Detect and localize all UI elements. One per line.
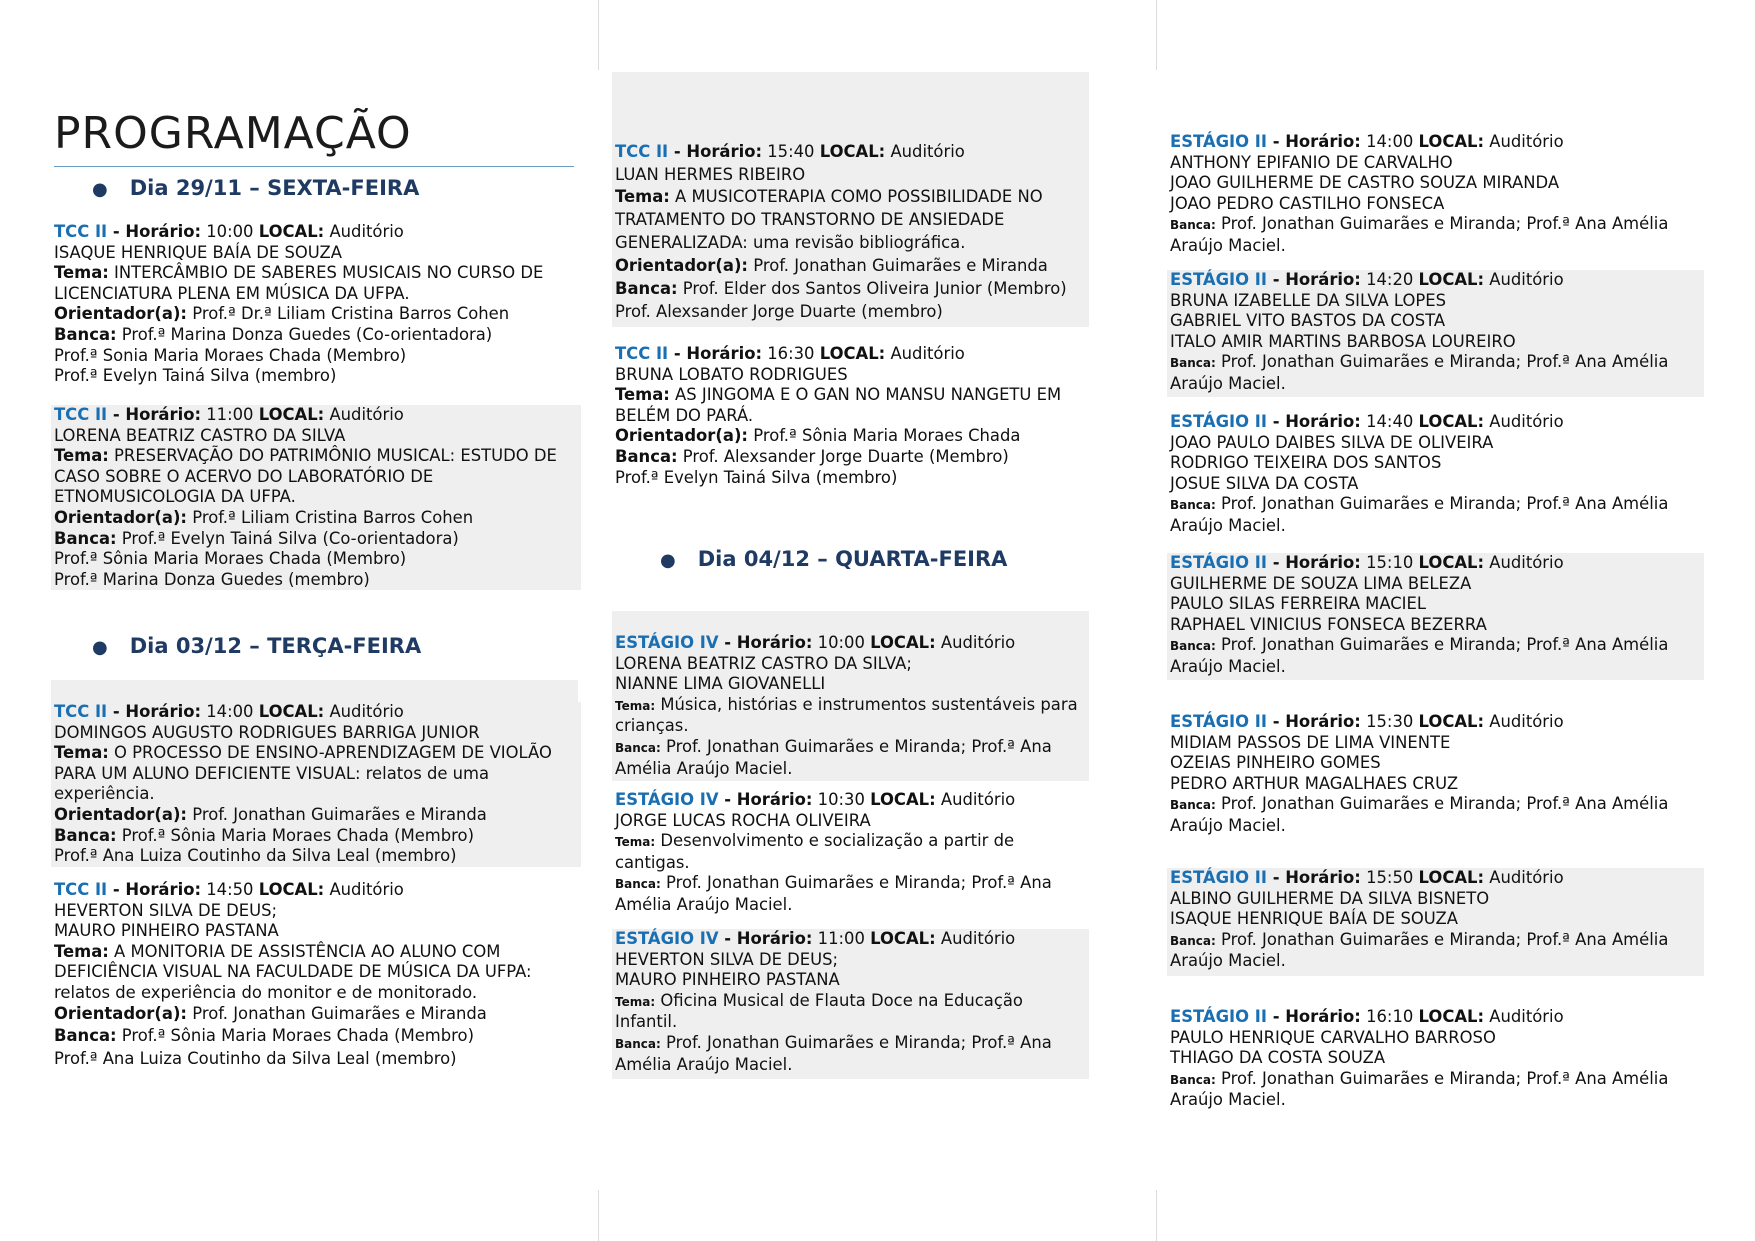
student-name: ISAQUE HENRIQUE BAÍA DE SOUZA (1170, 909, 1458, 929)
entry-header: ESTÁGIO II - Horário: 14:00 LOCAL: Auditório (1170, 132, 1564, 151)
student-name: THIAGO DA COSTA SOUZA (1170, 1048, 1386, 1068)
entry-time: 15:10 (1366, 553, 1414, 572)
student-name: LUAN HERMES RIBEIRO (615, 164, 806, 184)
entry-type: ESTÁGIO II (1170, 712, 1267, 731)
student-name: HEVERTON SILVA DE DEUS; (615, 949, 839, 969)
day-heading-text: Dia 29/11 – SEXTA-FEIRA (129, 176, 420, 200)
entry-type: TCC II (54, 222, 108, 241)
banca-member: Prof.ª Marina Donza Guedes (membro) (54, 569, 370, 589)
student-name: OZEIAS PINHEIRO GOMES (1170, 753, 1381, 773)
fold-line-top-1 (598, 0, 599, 70)
entry-banca: Banca: Prof.ª Sônia Maria Moraes Chada (Membro) (54, 825, 474, 845)
entry-header: TCC II - Horário: 14:50 LOCAL: Auditório (54, 880, 404, 899)
entry-tema: Tema: A MUSICOTERAPIA COMO POSSIBILIDADE NO TRATAMENTO DO TRANSTORNO DE ANSIEDADE GENERALIZADA: uma revisão bibliográfica. (615, 187, 1043, 253)
entry-header: ESTÁGIO II - Horário: 15:30 LOCAL: Auditório (1170, 712, 1564, 731)
student-name: ALBINO GUILHERME DA SILVA BISNETO (1170, 888, 1490, 908)
student-name: GUILHERME DE SOUZA LIMA BELEZA (1170, 573, 1472, 593)
banca-member: Prof.ª Evelyn Tainá Silva (membro) (615, 467, 898, 487)
fold-line-top-2 (1156, 0, 1157, 70)
entry-header: ESTÁGIO II - Horário: 14:20 LOCAL: Auditório (1170, 270, 1564, 289)
student-name: JORGE LUCAS ROCHA OLIVEIRA (615, 810, 871, 830)
schedule-entry (1167, 270, 1704, 397)
bullet-icon: ● (92, 637, 108, 658)
entry-time: 16:30 (767, 344, 815, 363)
entry-tema: Tema: O PROCESSO DE ENSINO-APRENDIZAGEM DE VIOLÃO PARA UM ALUNO DEFICIENTE VISUAL: relatos de uma experiência. (54, 743, 552, 804)
entry-time: 11:00 (817, 929, 865, 948)
entry-local: Auditório (940, 790, 1016, 809)
entry-local: Auditório (940, 929, 1016, 948)
entry-type: TCC II (54, 702, 108, 721)
student-name: BRUNA IZABELLE DA SILVA LOPES (1170, 290, 1447, 310)
entry-type: ESTÁGIO IV (615, 633, 719, 652)
entry-type: ESTÁGIO II (1170, 412, 1267, 431)
day-heading-2 (92, 634, 421, 658)
student-name: ISAQUE HENRIQUE BAÍA DE SOUZA (54, 242, 342, 262)
student-name: PAULO HENRIQUE CARVALHO BARROSO (1170, 1027, 1496, 1047)
student-name: BRUNA LOBATO RODRIGUES (615, 364, 848, 384)
entry-time: 15:30 (1366, 712, 1414, 731)
entry-local: Auditório (1489, 712, 1564, 731)
student-name: JOAO GUILHERME DE CASTRO SOUZA MIRANDA (1170, 173, 1560, 193)
entry-header: ESTÁGIO IV - Horário: 11:00 LOCAL: Auditório (615, 929, 1016, 948)
student-name: MAURO PINHEIRO PASTANA (615, 970, 840, 990)
schedule-entry (615, 790, 1089, 916)
entry-time: 10:30 (817, 790, 865, 809)
entry-header: TCC II - Horário: 15:40 LOCAL: Auditório (615, 142, 965, 161)
entry-orientador: Orientador(a): Prof.ª Sônia Maria Moraes Chada (615, 426, 1021, 446)
entry-banca: Banca: Prof. Jonathan Guimarães e Miranda; Prof.ª Ana Amélia Araújo Maciel. (615, 1032, 1052, 1074)
entry-tema: Tema: Oficina Musical de Flauta Doce na Educação Infantil. (615, 990, 1023, 1032)
entry-banca: Banca: Prof. Jonathan Guimarães e Miranda; Prof.ª Ana Amélia Araújo Maciel. (1170, 352, 1669, 393)
entry-tema: Tema: A MONITORIA DE ASSISTÊNCIA AO ALUNO COM DEFICIÊNCIA VISUAL NA FACULDADE DE MÚSICA DA UFPA: relatos de experiência do monitor e de monitorado. (54, 941, 532, 1002)
student-name: JOSUE SILVA DA COSTA (1170, 473, 1359, 493)
entry-local: Auditório (329, 405, 404, 424)
schedule-entry (1170, 712, 1704, 837)
banca-member: Prof.ª Ana Luiza Coutinho da Silva Leal (membro) (54, 1048, 457, 1068)
shade-block (612, 611, 1089, 633)
entry-banca: Banca: Prof.ª Marina Donza Guedes (Co-orientadora) (54, 324, 493, 344)
entry-time: 15:40 (767, 142, 815, 161)
entry-type: ESTÁGIO II (1170, 270, 1267, 289)
entry-header: TCC II - Horário: 11:00 LOCAL: Auditório (54, 405, 404, 424)
student-name: PAULO SILAS FERREIRA MACIEL (1170, 594, 1427, 614)
schedule-entry (1167, 553, 1704, 680)
banca-member: Prof.ª Ana Luiza Coutinho da Silva Leal (membro) (54, 846, 457, 866)
entry-type: TCC II (615, 344, 669, 363)
entry-banca: Banca: Prof.ª Evelyn Tainá Silva (Co-orientadora) (54, 528, 459, 548)
entry-banca: Banca: Prof. Jonathan Guimarães e Miranda; Prof.ª Ana Amélia Araújo Maciel. (615, 873, 1052, 914)
entry-local: Auditório (1489, 270, 1564, 289)
entry-time: 16:10 (1366, 1007, 1414, 1026)
day-heading-text: Dia 04/12 – QUARTA-FEIRA (697, 547, 1008, 571)
entry-banca: Banca: Prof. Alexsander Jorge Duarte (Membro) (615, 446, 1009, 466)
fold-line-bottom-1 (598, 1190, 599, 1241)
entry-local: Auditório (1489, 132, 1564, 151)
student-name: HEVERTON SILVA DE DEUS; (54, 900, 278, 920)
entry-tema: Tema: AS JINGOMA E O GAN NO MANSU NANGETU EM BELÉM DO PARÁ. (615, 385, 1062, 425)
entry-header: ESTÁGIO IV - Horário: 10:00 LOCAL: Auditório (615, 633, 1016, 652)
schedule-entry (1170, 132, 1704, 257)
schedule-entry (1170, 412, 1704, 537)
entry-type: TCC II (54, 405, 108, 424)
schedule-entry (612, 929, 1089, 1079)
entry-banca: Banca: Prof. Jonathan Guimarães e Miranda; Prof.ª Ana Amélia Araújo Maciel. (1170, 1068, 1669, 1110)
entry-local: Auditório (1489, 412, 1564, 431)
entry-local: Auditório (1489, 553, 1564, 572)
banca-member: Prof.ª Evelyn Tainá Silva (membro) (54, 366, 337, 386)
schedule-entry (54, 880, 579, 1069)
student-name: DOMINGOS AUGUSTO RODRIGUES BARRIGA JUNIOR (54, 722, 480, 742)
banca-member: Prof. Alexsander Jorge Duarte (membro) (615, 302, 943, 322)
entry-header: ESTÁGIO II - Horário: 16:10 LOCAL: Auditório (1170, 1007, 1564, 1026)
entry-banca: Banca: Prof. Jonathan Guimarães e Miranda; Prof.ª Ana Amélia Araújo Maciel. (615, 736, 1052, 778)
shade-block (51, 680, 578, 702)
banca-member: Prof.ª Sonia Maria Moraes Chada (Membro) (54, 345, 407, 365)
entry-header: ESTÁGIO II - Horário: 14:40 LOCAL: Auditório (1170, 412, 1564, 431)
entry-local: Auditório (329, 880, 404, 899)
entry-tema: Tema: Música, histórias e instrumentos sustentáveis para crianças. (615, 694, 1078, 736)
entry-orientador: Orientador(a): Prof. Jonathan Guimarães e Miranda (54, 804, 487, 824)
entry-tema: Tema: Desenvolvimento e socialização a partir de cantigas. (615, 831, 1015, 872)
entry-type: TCC II (615, 142, 669, 161)
entry-time: 10:00 (817, 633, 865, 652)
entry-local: Auditório (329, 222, 404, 241)
entry-time: 14:50 (206, 880, 254, 899)
day-heading-text: Dia 03/12 – TERÇA-FEIRA (129, 634, 422, 658)
schedule-entry (51, 702, 581, 867)
entry-header: ESTÁGIO II - Horário: 15:50 LOCAL: Auditório (1170, 868, 1564, 887)
entry-orientador: Orientador(a): Prof.ª Liliam Cristina Barros Cohen (54, 507, 474, 527)
entry-local: Auditório (890, 344, 965, 363)
student-name: LORENA BEATRIZ CASTRO DA SILVA (54, 425, 346, 445)
entry-time: 14:20 (1366, 270, 1414, 289)
entry-time: 11:00 (206, 405, 254, 424)
schedule-entry (51, 405, 581, 590)
entry-time: 15:50 (1366, 868, 1414, 887)
entry-local: Auditório (1489, 1007, 1564, 1026)
bullet-icon: ● (660, 550, 676, 571)
student-name: MAURO PINHEIRO PASTANA (54, 921, 279, 941)
day-heading-3 (660, 547, 1007, 571)
entry-local: Auditório (940, 633, 1016, 652)
page-title: PROGRAMAÇÃO (54, 108, 574, 167)
entry-type: ESTÁGIO II (1170, 132, 1267, 151)
student-name: RODRIGO TEIXEIRA DOS SANTOS (1170, 453, 1442, 473)
schedule-entry (54, 222, 574, 387)
entry-header: TCC II - Horário: 14:00 LOCAL: Auditório (54, 702, 404, 721)
schedule-entry (615, 344, 1089, 488)
entry-type: ESTÁGIO II (1170, 868, 1267, 887)
entry-time: 14:00 (206, 702, 254, 721)
entry-local: Auditório (890, 142, 965, 161)
student-name: PEDRO ARTHUR MAGALHAES CRUZ (1170, 773, 1459, 793)
shade-block (612, 72, 1089, 142)
fold-line-bottom-2 (1156, 1190, 1157, 1241)
entry-tema: Tema: INTERCÂMBIO DE SABERES MUSICAIS NO CURSO DE LICENCIATURA PLENA EM MÚSICA DA UFPA. (54, 263, 544, 303)
entry-header: TCC II - Horário: 10:00 LOCAL: Auditório (54, 222, 404, 241)
entry-banca: Banca: Prof. Jonathan Guimarães e Miranda; Prof.ª Ana Amélia Araújo Maciel. (1170, 635, 1669, 676)
entry-header: TCC II - Horário: 16:30 LOCAL: Auditório (615, 344, 965, 363)
entry-banca: Banca: Prof. Elder dos Santos Oliveira Junior (Membro) (615, 279, 1067, 299)
entry-tema: Tema: PRESERVAÇÃO DO PATRIMÔNIO MUSICAL: ESTUDO DE CASO SOBRE O ACERVO DO LABORATÓRIO DE ETNOMUSICOLOGIA DA UFPA. (54, 446, 557, 507)
entry-banca: Banca: Prof.ª Sônia Maria Moraes Chada (Membro) (54, 1026, 474, 1046)
entry-type: TCC II (54, 880, 108, 899)
schedule-entry (1167, 868, 1704, 976)
entry-local: Auditório (329, 702, 404, 721)
banca-member: Prof.ª Sônia Maria Moraes Chada (Membro) (54, 549, 407, 569)
schedule-entry (612, 633, 1089, 781)
student-name: NIANNE LIMA GIOVANELLI (615, 674, 826, 694)
entry-local: Auditório (1489, 868, 1564, 887)
entry-type: ESTÁGIO IV (615, 929, 719, 948)
entry-type: ESTÁGIO II (1170, 553, 1267, 572)
student-name: RAPHAEL VINICIUS FONSECA BEZERRA (1170, 614, 1487, 634)
entry-orientador: Orientador(a): Prof.ª Dr.ª Liliam Cristina Barros Cohen (54, 304, 510, 324)
entry-type: ESTÁGIO IV (615, 790, 719, 809)
entry-banca: Banca: Prof. Jonathan Guimarães e Miranda; Prof.ª Ana Amélia Araújo Maciel. (1170, 494, 1669, 535)
entry-time: 10:00 (206, 222, 254, 241)
student-name: JOAO PAULO DAIBES SILVA DE OLIVEIRA (1170, 432, 1494, 452)
entry-header: ESTÁGIO II - Horário: 15:10 LOCAL: Auditório (1170, 553, 1564, 572)
entry-orientador: Orientador(a): Prof. Jonathan Guimarães e Miranda (54, 1003, 487, 1023)
student-name: ITALO AMIR MARTINS BARBOSA LOUREIRO (1170, 331, 1516, 351)
entry-banca: Banca: Prof. Jonathan Guimarães e Miranda; Prof.ª Ana Amélia Araújo Maciel. (1170, 794, 1669, 835)
entry-time: 14:00 (1366, 132, 1414, 151)
entry-banca: Banca: Prof. Jonathan Guimarães e Miranda; Prof.ª Ana Amélia Araújo Maciel. (1170, 929, 1669, 971)
day-heading-1 (92, 176, 419, 200)
student-name: GABRIEL VITO BASTOS DA COSTA (1170, 311, 1446, 331)
student-name: MIDIAM PASSOS DE LIMA VINENTE (1170, 732, 1451, 752)
schedule-entry (612, 142, 1089, 327)
entry-type: ESTÁGIO II (1170, 1007, 1267, 1026)
entry-header: ESTÁGIO IV - Horário: 10:30 LOCAL: Auditório (615, 790, 1016, 809)
student-name: ANTHONY EPIFANIO DE CARVALHO (1170, 152, 1453, 172)
schedule-entry (1170, 1007, 1704, 1111)
bullet-icon: ● (92, 179, 108, 200)
student-name: JOAO PEDRO CASTILHO FONSECA (1170, 193, 1445, 213)
entry-orientador: Orientador(a): Prof. Jonathan Guimarães e Miranda (615, 256, 1048, 276)
student-name: LORENA BEATRIZ CASTRO DA SILVA; (615, 653, 912, 673)
entry-time: 14:40 (1366, 412, 1414, 431)
entry-banca: Banca: Prof. Jonathan Guimarães e Miranda; Prof.ª Ana Amélia Araújo Maciel. (1170, 214, 1669, 255)
